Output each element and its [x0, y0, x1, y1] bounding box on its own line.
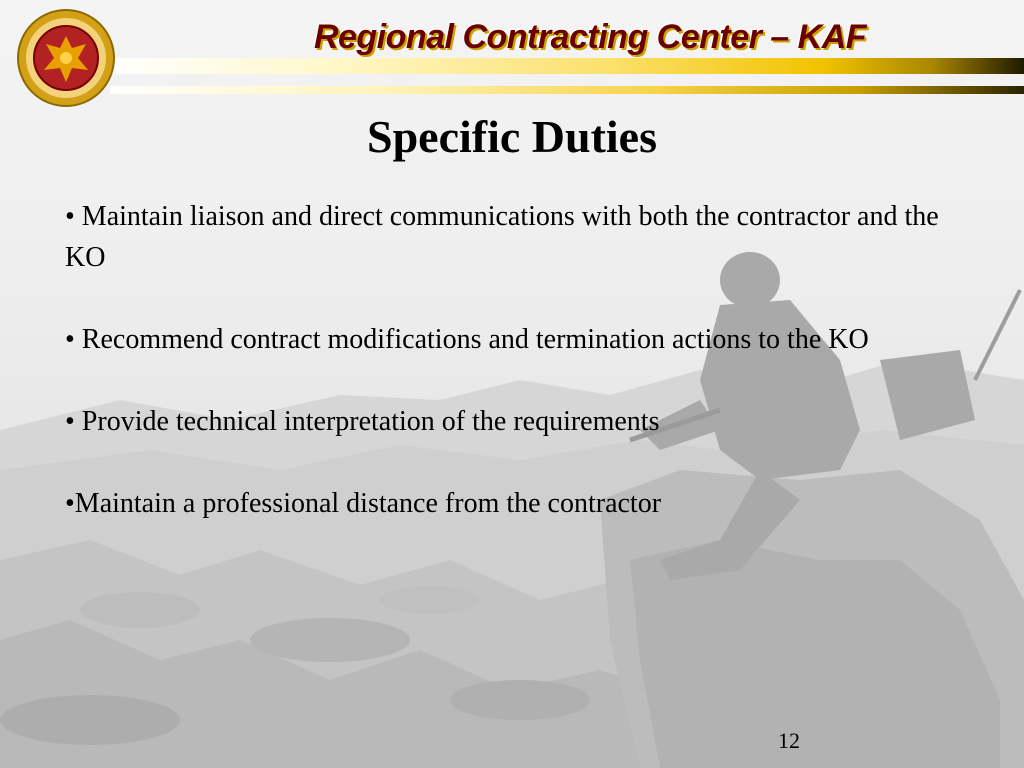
header-gradient-band-lower [110, 86, 1024, 94]
bullet-item: • Maintain liaison and direct communications with both the contractor and the KO [65, 201, 939, 273]
page-number: 12 [778, 728, 800, 753]
slide-title: Specific Duties [366, 111, 657, 162]
bullet-item: • Recommend contract modifications and termination actions to the KO [65, 324, 869, 355]
bullet-item: • Provide technical interpretation of the requirements [65, 406, 660, 437]
header-gradient-band [110, 58, 1024, 74]
header-title: Regional Contracting Center – KAF [313, 18, 867, 56]
bullet-item: •Maintain a professional distance from the contractor [65, 488, 662, 519]
bullet-list [65, 196, 965, 565]
